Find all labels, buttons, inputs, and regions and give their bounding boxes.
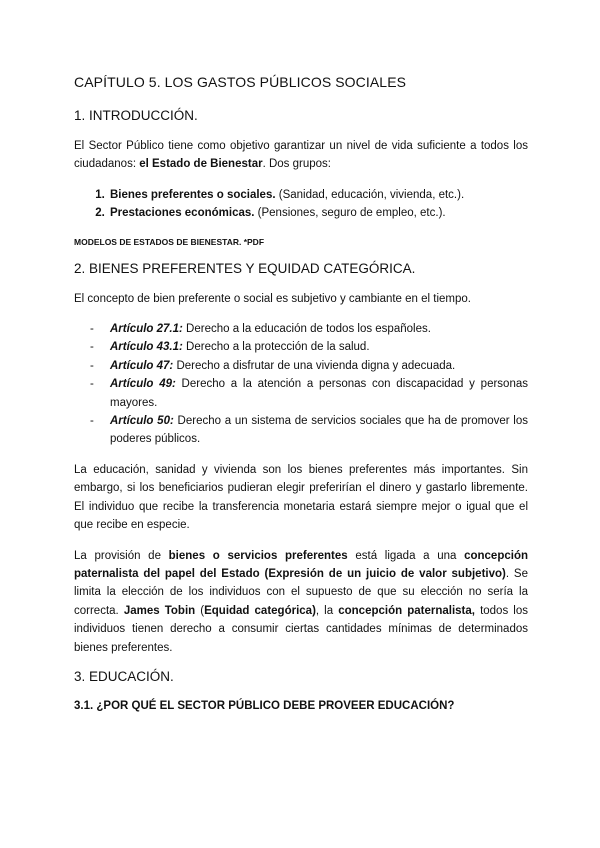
provision-paragraph [74,547,528,657]
article-label: Artículo 43.1: [110,341,183,354]
article-text: Derecho a la educación de todos los españoles. [182,323,431,336]
chapter-title: CAPÍTULO 5. LOS GASTOS PÚBLICOS SOCIALES [74,74,407,90]
articles-list [74,320,528,449]
provision-bold: concepción paternalista, [338,604,475,617]
intro-paragraph [74,137,528,174]
article-text: Derecho a disfrutar de una vivienda digna y adecuada. [173,359,456,372]
intro-text-end: . Dos grupos: [262,158,331,171]
intro-text-start: El Sector Público tiene como objetivo garantizar un nivel de vida suficiente a todos los ciudadanos: [74,140,528,171]
provision-bold: bienes o servicios preferentes [168,549,348,562]
provision-text: ( [195,604,205,617]
provision-text: . Se limita la elección de los individuos con el supuesto de que su elección no sería la correcta. [74,567,528,617]
section-2-heading: 2. BIENES PREFERENTES Y EQUIDAD CATEGÓRICA. [74,260,416,276]
article-label: Artículo 47: [110,359,174,372]
list-item [108,186,528,204]
article-item [74,320,528,338]
list-item [108,204,528,222]
section-3-heading: 3. EDUCACIÓN. [74,668,174,684]
provision-bold: concepción paternalista del papel del Estado (Expresión de un juicio de valor subjetivo) [74,549,528,580]
article-text: Derecho a un sistema de servicios sociales que ha de promover los poderes públicos. [110,415,529,446]
provision-text: La provisión de [74,549,169,562]
article-text: Derecho a la protección de la salud. [182,341,370,354]
provision-text: , la [315,604,339,617]
section-1-heading: 1. INTRODUCCIÓN. [74,108,198,123]
list-item-text: (Pensiones, seguro de empleo, etc.). [254,207,446,220]
article-item [74,338,528,356]
list-item-bold: Prestaciones económicas. [110,207,255,220]
article-label: Artículo 27.1: [110,323,183,336]
provision-text: está ligada a una [347,549,465,562]
article-item [74,412,528,449]
list-item-text: (Sanidad, educación, vivienda, etc.). [275,188,465,201]
provision-text: todos los individuos tienen derecho a consumir ciertas cantidades mínimas de determinados bienes preferentes. [74,604,528,654]
intro-groups-list [74,186,528,223]
models-note: MODELOS DE ESTADOS DE BIENESTAR. *PDF [74,236,265,247]
article-label: Artículo 49: [110,378,176,391]
education-paragraph: La educación, sanidad y vivienda son los bienes preferentes más importantes. Sin embargo, si los beneficiarios pudieran elegir preferirían el dinero y gastarlo libremente. El individuo que recibe la transferencia monetaria estará siempre mejor o igual que el que recibe en especie. [74,463,528,532]
provision-bold: James Tobin [123,604,196,617]
intro-bold-term: el Estado de Bienestar [139,158,263,171]
section-3-1-heading: 3.1. ¿POR QUÉ EL SECTOR PÚBLICO DEBE PROVEER EDUCACIÓN? [74,699,455,712]
article-item [74,375,528,412]
article-label: Artículo 50: [110,415,174,428]
list-item-bold: Bienes preferentes o sociales. [110,188,276,201]
section-2-intro: El concepto de bien preferente o social es subjetivo y cambiante en el tiempo. [74,292,471,305]
article-text: Derecho a la atención a personas con discapacidad y personas mayores. [110,378,528,409]
provision-bold: Equidad categórica) [204,604,316,617]
article-item [74,357,528,375]
